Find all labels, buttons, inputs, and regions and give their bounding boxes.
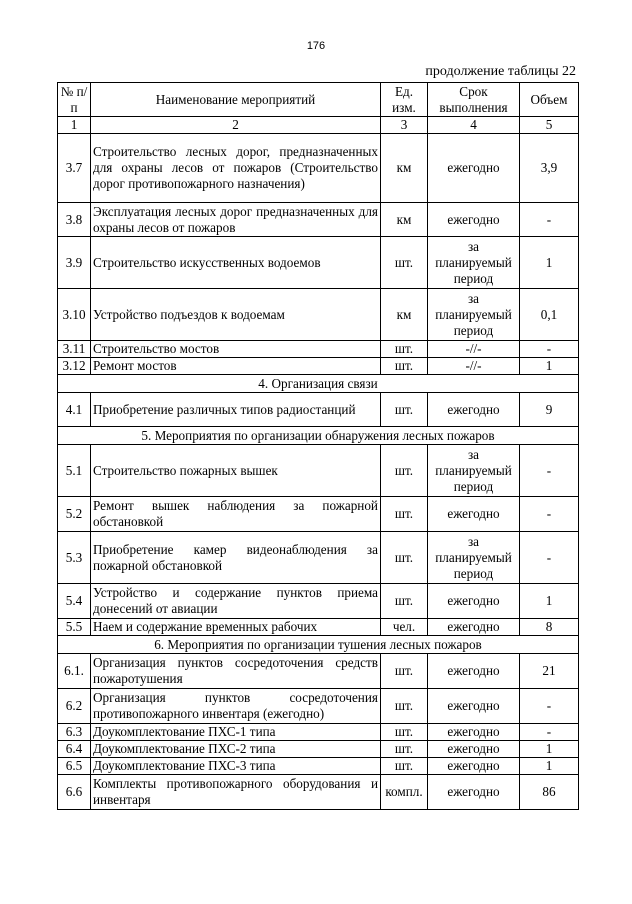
section-heading-row — [58, 375, 579, 393]
row-number: 3.11 — [58, 341, 91, 358]
term-cell: ежегодно — [428, 689, 520, 724]
volume-cell: - — [520, 445, 579, 497]
measure-name: Приобретение камер видеонаблюдения за пожарной обстановкой — [91, 532, 381, 584]
row-number: 6.5 — [58, 758, 91, 775]
term-cell: ежегодно — [428, 654, 520, 689]
volume-cell: 21 — [520, 654, 579, 689]
measure-name: Приобретение различных типов радиостанций — [91, 393, 381, 427]
table-row — [58, 654, 579, 689]
measure-name: Устройство подъездов к водоемам — [91, 289, 381, 341]
term-cell: за планируемый период — [428, 237, 520, 289]
measure-name: Строительство лесных дорог, предназначенных для охраны лесов от пожаров (Строительство дорог противопожарного назначения) — [91, 134, 381, 203]
table-row — [58, 775, 579, 810]
term-cell: ежегодно — [428, 203, 520, 237]
header-row — [58, 83, 579, 117]
section-heading-row — [58, 427, 579, 445]
section-title: 6. Мероприятия по организации тушения лесных пожаров — [58, 636, 579, 654]
term-cell: ежегодно — [428, 584, 520, 619]
table-continuation-caption: продолжение таблицы 22 — [425, 64, 576, 79]
header-measure-name: Наименование мероприятий — [91, 83, 381, 117]
table-row — [58, 134, 579, 203]
measure-name: Строительство искусственных водоемов — [91, 237, 381, 289]
term-cell: ежегодно — [428, 497, 520, 532]
volume-cell: 9 — [520, 393, 579, 427]
table-row — [58, 532, 579, 584]
row-number: 5.2 — [58, 497, 91, 532]
column-number: 5 — [520, 117, 579, 134]
measure-name: Наем и содержание временных рабочих — [91, 619, 381, 636]
term-cell: ежегодно — [428, 741, 520, 758]
term-cell: ежегодно — [428, 775, 520, 810]
measure-name: Доукомплектование ПХС-1 типа — [91, 724, 381, 741]
row-number: 5.5 — [58, 619, 91, 636]
volume-cell: 1 — [520, 741, 579, 758]
column-number: 1 — [58, 117, 91, 134]
table-row — [58, 724, 579, 741]
unit-cell: шт. — [381, 497, 428, 532]
volume-cell: - — [520, 532, 579, 584]
term-cell: -//- — [428, 341, 520, 358]
section-title: 4. Организация связи — [58, 375, 579, 393]
table-row — [58, 584, 579, 619]
section-title: 5. Мероприятия по организации обнаружения лесных пожаров — [58, 427, 579, 445]
unit-cell: шт. — [381, 741, 428, 758]
column-number: 3 — [381, 117, 428, 134]
row-number: 3.9 — [58, 237, 91, 289]
table-row — [58, 497, 579, 532]
volume-cell: 1 — [520, 237, 579, 289]
term-cell: ежегодно — [428, 619, 520, 636]
term-cell: -//- — [428, 358, 520, 375]
measures-table — [57, 82, 579, 810]
measure-name: Организация пунктов сосредоточения средств пожаротушения — [91, 654, 381, 689]
unit-cell: шт. — [381, 393, 428, 427]
term-cell: ежегодно — [428, 134, 520, 203]
volume-cell: 1 — [520, 358, 579, 375]
row-number: 5.1 — [58, 445, 91, 497]
table-row — [58, 393, 579, 427]
row-number: 5.3 — [58, 532, 91, 584]
unit-cell: шт. — [381, 584, 428, 619]
row-number: 3.10 — [58, 289, 91, 341]
measure-name: Строительство мостов — [91, 341, 381, 358]
measure-name: Комплекты противопожарного оборудования и инвентаря — [91, 775, 381, 810]
row-number: 6.2 — [58, 689, 91, 724]
table-row — [58, 741, 579, 758]
table-row — [58, 689, 579, 724]
page-number: 176 — [306, 40, 326, 52]
header-unit: Ед. изм. — [381, 83, 428, 117]
term-cell: за планируемый период — [428, 532, 520, 584]
measure-name: Эксплуатация лесных дорог предназначенных для охраны лесов от пожаров — [91, 203, 381, 237]
volume-cell: - — [520, 341, 579, 358]
volume-cell: - — [520, 724, 579, 741]
unit-cell: шт. — [381, 532, 428, 584]
column-number: 2 — [91, 117, 381, 134]
unit-cell: чел. — [381, 619, 428, 636]
row-number: 6.4 — [58, 741, 91, 758]
table-row — [58, 289, 579, 341]
unit-cell: шт. — [381, 341, 428, 358]
unit-cell: шт. — [381, 654, 428, 689]
volume-cell: - — [520, 203, 579, 237]
table-row — [58, 341, 579, 358]
term-cell: ежегодно — [428, 724, 520, 741]
row-number: 3.8 — [58, 203, 91, 237]
row-number: 3.12 — [58, 358, 91, 375]
volume-cell: 86 — [520, 775, 579, 810]
table-row — [58, 203, 579, 237]
measure-name: Устройство и содержание пунктов приема донесений от авиации — [91, 584, 381, 619]
unit-cell: шт. — [381, 358, 428, 375]
unit-cell: км — [381, 134, 428, 203]
unit-cell: км — [381, 289, 428, 341]
column-number: 4 — [428, 117, 520, 134]
header-number: № п/п — [58, 83, 91, 117]
table-row — [58, 237, 579, 289]
volume-cell: 8 — [520, 619, 579, 636]
unit-cell: км — [381, 203, 428, 237]
unit-cell: шт. — [381, 724, 428, 741]
volume-cell: 0,1 — [520, 289, 579, 341]
volume-cell: 1 — [520, 584, 579, 619]
volume-cell: 1 — [520, 758, 579, 775]
term-cell: ежегодно — [428, 758, 520, 775]
unit-cell: шт. — [381, 689, 428, 724]
measure-name: Доукомплектование ПХС-3 типа — [91, 758, 381, 775]
unit-cell: шт. — [381, 758, 428, 775]
measure-name: Ремонт вышек наблюдения за пожарной обстановкой — [91, 497, 381, 532]
row-number: 4.1 — [58, 393, 91, 427]
unit-cell: шт. — [381, 445, 428, 497]
volume-cell: - — [520, 497, 579, 532]
unit-cell: компл. — [381, 775, 428, 810]
row-number: 6.6 — [58, 775, 91, 810]
measure-name: Ремонт мостов — [91, 358, 381, 375]
table-row — [58, 445, 579, 497]
measure-name: Доукомплектование ПХС-2 типа — [91, 741, 381, 758]
volume-cell: 3,9 — [520, 134, 579, 203]
column-number-row — [58, 117, 579, 134]
volume-cell: - — [520, 689, 579, 724]
term-cell: за планируемый период — [428, 445, 520, 497]
table-row — [58, 619, 579, 636]
unit-cell: шт. — [381, 237, 428, 289]
table-row — [58, 758, 579, 775]
header-volume: Объем — [520, 83, 579, 117]
row-number: 5.4 — [58, 584, 91, 619]
measure-name: Организация пунктов сосредоточения противопожарного инвентаря (ежегодно) — [91, 689, 381, 724]
row-number: 6.1. — [58, 654, 91, 689]
measure-name: Строительство пожарных вышек — [91, 445, 381, 497]
row-number: 3.7 — [58, 134, 91, 203]
row-number: 6.3 — [58, 724, 91, 741]
term-cell: ежегодно — [428, 393, 520, 427]
table-row — [58, 358, 579, 375]
section-heading-row — [58, 636, 579, 654]
header-term: Срок выполнения — [428, 83, 520, 117]
term-cell: за планируемый период — [428, 289, 520, 341]
